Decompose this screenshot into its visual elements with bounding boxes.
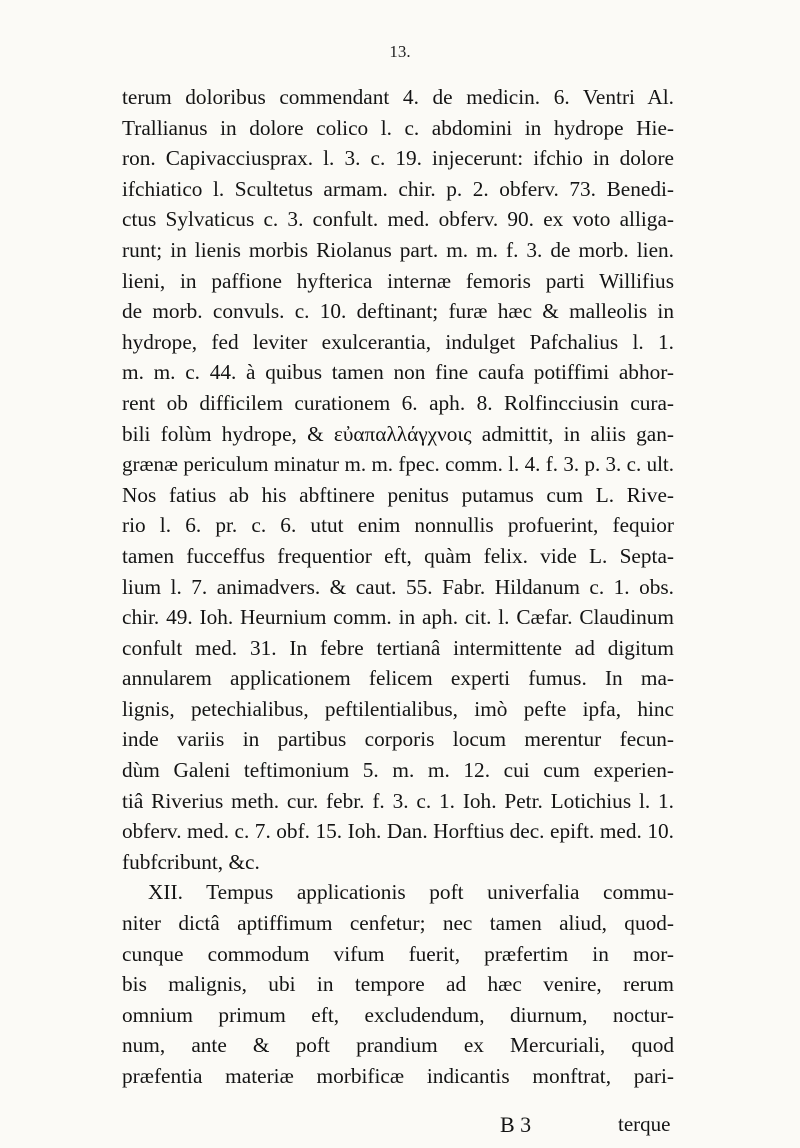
text-line: ifchiatico l. Scultetus armam. chir. p. 2. obferv. 73. Benedi- (122, 176, 674, 201)
page-number: 13. (389, 42, 411, 61)
text-line: obferv. med. c. 7. obf. 15. Ioh. Dan. Horftius dec. epift. med. 10. (122, 819, 674, 844)
text-line: de morb. convuls. c. 10. deftinant; furæ hæc & malleolis in (122, 299, 674, 324)
text-line: dùm Galeni teftimonium 5. m. m. 12. cui cum experien- (122, 758, 674, 783)
text-line: chir. 49. Ioh. Heurnium comm. in aph. cit. l. Cæfar. Claudinum (122, 605, 674, 630)
body-text (122, 82, 674, 1092)
text-line: Nos fatius ab his abftinere penitus putamus cum L. Rive- (122, 482, 674, 507)
text-line: lium l. 7. animadvers. & caut. 55. Fabr. Hildanum c. 1. obs. (122, 574, 674, 599)
text-line: hydrope, fed leviter exulcerantia, indulget Pafchalius l. 1. (122, 329, 674, 354)
text-line: cunque commodum vifum fuerit, præfertim in mor- (122, 941, 674, 966)
text-line: tiâ Riverius meth. cur. febr. f. 3. c. 1. Ioh. Petr. Lotichius l. 1. (122, 788, 674, 813)
text-line: rio l. 6. pr. c. 6. utut enim nonnullis profuerint, fequior (122, 513, 674, 538)
text-line: ctus Sylvaticus c. 3. confult. med. obferv. 90. ex voto alliga- (122, 207, 674, 232)
signature-mark: B 3 (500, 1112, 532, 1137)
text-line: ron. Capivacciusprax. l. 3. c. 19. injecerunt: ifchio in dolore (122, 146, 674, 171)
text-line: inde variis in partibus corporis locum merentur fecun- (122, 727, 674, 752)
text-line: omnium primum eft, excludendum, diurnum, noctur- (122, 1002, 674, 1027)
text-line: lieni, in paffione hyfterica internæ femoris parti Willifius (122, 268, 674, 293)
catchword: terque (618, 1112, 671, 1136)
text-line: num, ante & poft prandium ex Mercuriali, quod (122, 1033, 674, 1058)
text-line: niter dictâ aptiffimum cenfetur; nec tamen aliud, quod- (122, 911, 674, 936)
text-line: annularem applicationem felicem experti fumus. In ma- (122, 666, 674, 691)
text-line: XII. Tempus applicationis poft univerfalia commu- (148, 880, 674, 905)
text-line: bili folùm hydrope, & εὐαπαλλάγχνοις admittit, in aliis gan- (122, 421, 674, 446)
text-line: m. m. c. 44. à quibus tamen non fine caufa potiffimi abhor- (122, 360, 674, 385)
text-line: Trallianus in dolore colico l. c. abdomini in hydrope Hie- (122, 115, 674, 140)
text-line: confult med. 31. In febre tertianâ intermittente ad digitum (122, 635, 674, 660)
text-line: fubfcribunt, &c. (122, 849, 260, 874)
text-line: runt; in lienis morbis Riolanus part. m. m. f. 3. de morb. lien. (122, 237, 674, 262)
text-line: tamen fucceffus frequentior eft, quàm felix. vide L. Septa- (122, 543, 674, 568)
text-line: lignis, petechialibus, peftilentialibus, imò pefte ipfa, hinc (122, 696, 674, 721)
text-line: terum doloribus commendant 4. de medicin. 6. Ventri Al. (122, 85, 674, 109)
text-line: bis malignis, ubi in tempore ad hæc venire, rerum (122, 972, 674, 997)
text-line: grænæ periculum minatur m. m. fpec. comm. l. 4. f. 3. p. 3. c. ult. (122, 452, 674, 477)
text-line: rent ob difficilem curationem 6. aph. 8. Rolfincciusin cura- (122, 390, 674, 415)
text-line: præfentia materiæ morbificæ indicantis monftrat, pari- (122, 1064, 674, 1088)
